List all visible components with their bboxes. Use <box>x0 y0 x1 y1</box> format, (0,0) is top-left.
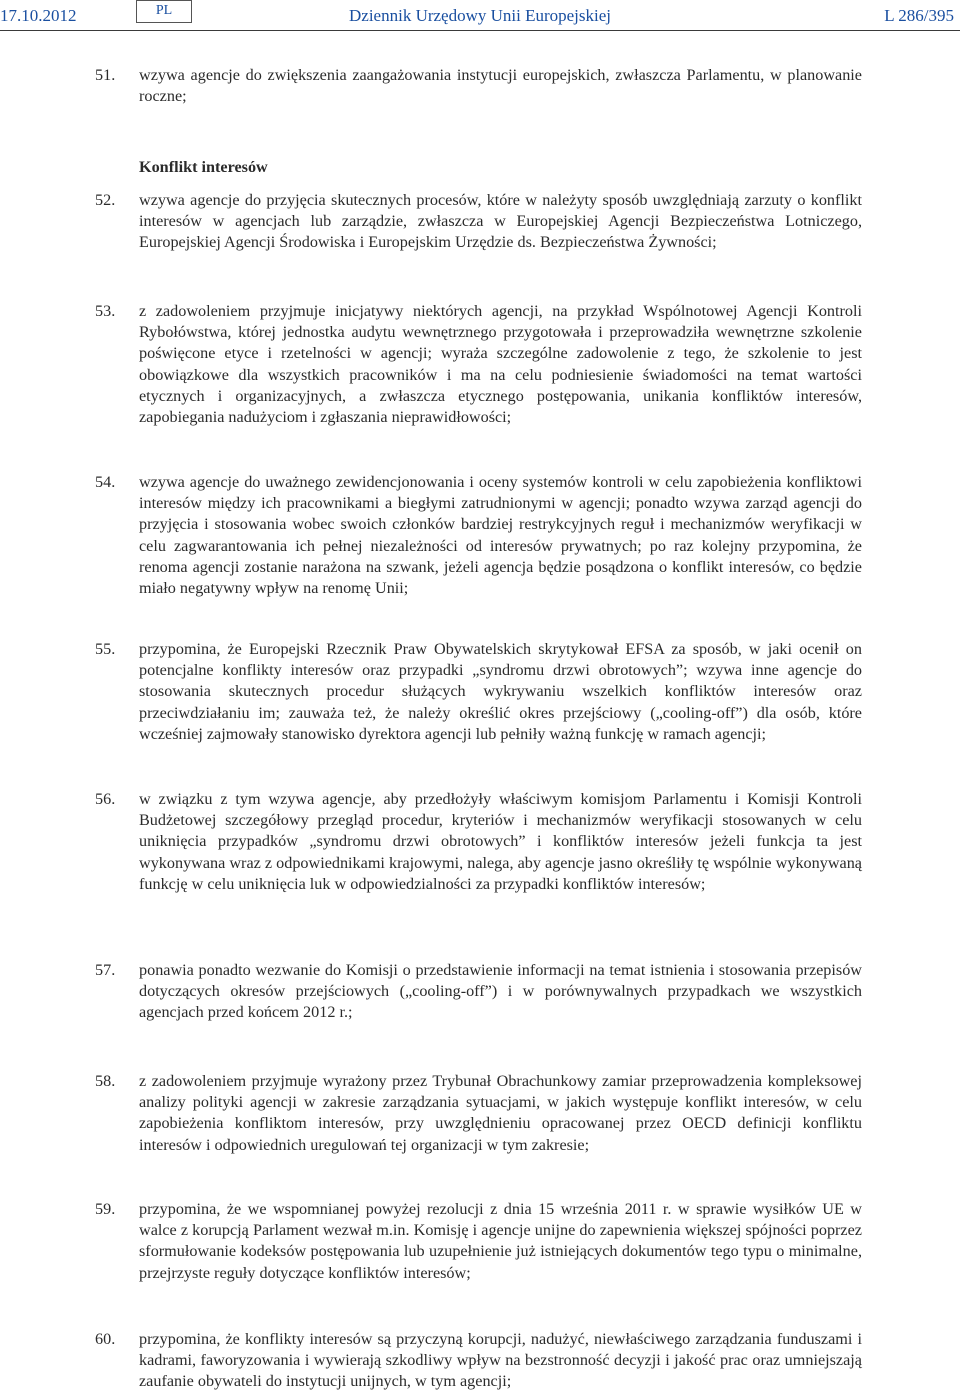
section-heading: Konflikt interesów <box>139 158 268 176</box>
paragraph-number: 60. <box>95 1330 116 1348</box>
paragraph-number: 55. <box>95 640 116 658</box>
paragraph-number: 53. <box>95 302 116 320</box>
paragraph-number: 59. <box>95 1200 116 1218</box>
paragraph-number: 52. <box>95 191 116 209</box>
paragraph-text: przypomina, że konflikty interesów są przyczyną korupcji, nadużyć, niewłaściwego zarządzania funduszami i kadrami, faworyzowania i wywierają szkodliwy wpływ na bezstronność decyzji i jakość prac oraz umniejszają zaufanie obywateli do instytucji unijnych, w tym agencji; <box>139 1330 862 1391</box>
journal-title: Dziennik Urzędowy Unii Europejskiej <box>349 6 612 25</box>
paragraph-number: 58. <box>95 1072 116 1090</box>
paragraph-number: 56. <box>95 790 116 808</box>
paragraph-text: wzywa agencje do uważnego zewidencjonowania i oceny systemów kontroli w celu zapobieżenia konfliktowi interesów między ich pracownikami a biegłymi zatrudnionymi w agencji; ponadto wzywa zarząd agencji do przyjęcia i stosowania wobec swoich członków bardziej restrykcyjnych reguł i mechanizmów weryfikacji w celu zagwarantowania ich pełnej niezależności od interesów prywatnych; po raz kolejny przypomina, że renoma agencji zostanie narażona na szwank, jeżeli agencja będzie posądzona o konflikt interesów, co będzie miało negatywny wpływ na renomę Unii; <box>139 473 862 598</box>
paragraph-text: z zadowoleniem przyjmuje inicjatywy niektórych agencji, na przykład Wspólnotowej Agencji Kontroli Rybołówstwa, której jednostka audytu wewnętrznego przygotowała i przeprowadziła wewnętrzne szkolenie poświęcone etyce i rzetelności w agencji; wyraża szczególne zadowolenie z tego, że szkolenie to jest obowiązkowe dla wszystkich pracowników i ma na celu podniesienie świadomości na temat wartości etycznych i organizacyjnych, a zwłaszcza etycznego postępowania, unikania konfliktów interesów, zapobiegania nadużyciom i zgłaszania nieprawidłowości; <box>139 302 862 427</box>
paragraph-text: w związku z tym wzywa agencje, aby przedłożyły właściwym komisjom Parlamentu i Komisji Kontroli Budżetowej szczegółowy przegląd procedur, kryteriów i mechanizmów weryfikacji stosowanych w celu uniknięcia przypadków „syndromu drzwi obrotowych” i konfliktów interesów jeżeli funkcja ta jest wykonywana wraz z odpowiednikami krajowymi, nalega, aby agencje jasno określiły tę wspólnie wykonywaną funkcję w celu uniknięcia luk w odpowiedzialności za przypadki konfliktów interesów; <box>139 790 862 893</box>
paragraph-text: wzywa agencje do zwiększenia zaangażowania instytucji europejskich, zwłaszcza Parlamentu, w planowanie roczne; <box>139 66 862 106</box>
paragraph-text: ponawia ponadto wezwanie do Komisji o przedstawienie informacji na temat istnienia i stosowania przepisów dotyczących okresów przejściowych („cooling-off”) i w porównywalnych przypadkach we wszystkich agencjach przed końcem 2012 r.; <box>139 961 862 1022</box>
language-badge: PL <box>136 0 192 23</box>
paragraph-text: przypomina, że Europejski Rzecznik Praw Obywatelskich skrytykował EFSA za sposób, w jaki ocenił on potencjalne konflikty interesów oraz przypadki „syndromu drzwi obrotowych”; wzywa inne agencje do stosowania skutecznych procedur służących wykrywaniu wszelkich konfliktów interesów oraz przeciwdziałaniu im; zauważa też, że należy określić okres przejściowy („cooling-off”) dla osób, które wcześniej zajmowały stanowisko dyrektora agencji lub pełniły ważną funkcję w ramach agencji; <box>139 640 862 743</box>
paragraph-number: 57. <box>95 961 116 979</box>
header-divider <box>0 30 960 31</box>
page-reference: L 286/395 <box>884 6 954 25</box>
paragraph-text: przypomina, że we wspomnianej powyżej rezolucji z dnia 15 września 2011 r. w sprawie wysiłków UE w walce z korupcją Parlament wezwał m.in. Komisję i agencje unijne do zapewnienia większej spójności poprzez sformułowanie kodeksów postępowania lub uzupełnienie już istniejących dokumentów tego typu o minimalne, przejrzyste reguły dotyczące konfliktów interesów; <box>139 1200 862 1282</box>
paragraph-text: wzywa agencje do przyjęcia skutecznych procesów, które w należyty sposób uwzględniają zarzuty o konflikt interesów w agencjach lub zarządzie, zwłaszcza w Europejskiej Agencji Bezpieczeństwa Lotniczego, Europejskiej Agencji Środowiska i Europejskim Urzędzie ds. Bezpieczeństwa Żywności; <box>139 191 862 252</box>
paragraph-text: z zadowoleniem przyjmuje wyrażony przez Trybunał Obrachunkowy zamiar przeprowadzenia kompleksowej analizy polityki agencji w zakresie zarządzania sytuacjami, w jakich występuje konflikt interesów, w celu zapobieżenia konfliktom interesów, przy uwzględnieniu opracowanej przez OECD definicji konfliktu interesów i odpowiednich uregulowań tej organizacji w tym zakresie; <box>139 1072 862 1154</box>
paragraph-number: 54. <box>95 473 116 491</box>
paragraph-number: 51. <box>95 66 116 84</box>
publication-date: 17.10.2012 <box>0 6 77 25</box>
page-header <box>0 0 960 32</box>
